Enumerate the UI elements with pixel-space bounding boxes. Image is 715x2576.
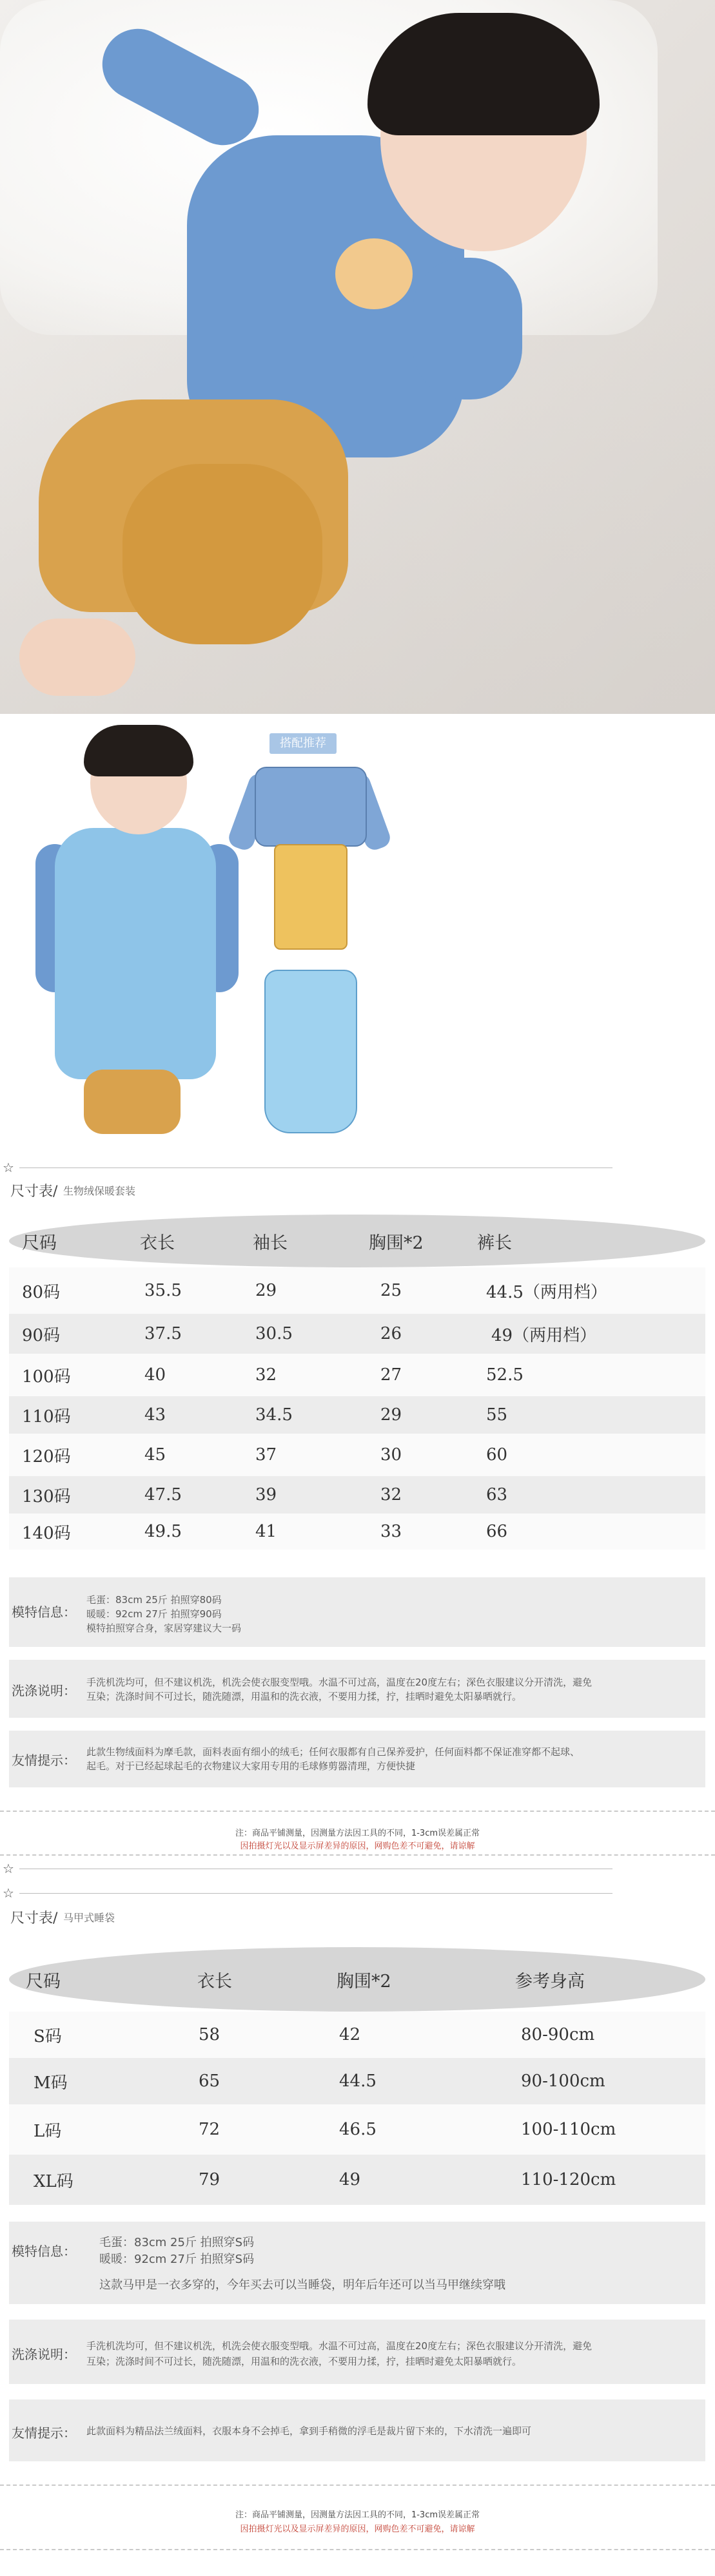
- model-vest: [55, 828, 216, 1079]
- table-row: [9, 1354, 705, 1396]
- table-row: [9, 1434, 705, 1476]
- table-row: [9, 1314, 705, 1354]
- table-cell: 140码: [22, 1523, 71, 1543]
- size-table-subtitle: 马甲式睡袋: [63, 1912, 115, 1924]
- wash-info-label: 洗涤说明：: [12, 1683, 76, 1698]
- tips-info-label: 友情提示：: [12, 1753, 76, 1768]
- table-cell: 29: [380, 1405, 402, 1425]
- table-row: [9, 2104, 705, 2155]
- section-divider: [19, 1893, 612, 1894]
- bear-badge-icon: [335, 238, 413, 309]
- table-cell: XL码: [34, 2171, 73, 2191]
- table-cell: 26: [380, 1324, 402, 1343]
- table-cell: 43: [144, 1405, 166, 1425]
- table-cell: 110-120cm: [521, 2170, 616, 2189]
- wash-info-line: 手洗机洗均可，但不建议机洗，机洗会使衣服变型哦。水温不可过高，温度在20度左右；深色衣服建议分开清洗，避免: [86, 1677, 593, 1688]
- table-cell: 30: [380, 1445, 402, 1465]
- model-info-block: [9, 1577, 705, 1647]
- header-cell: 袖长: [253, 1233, 288, 1253]
- model-info-label: 模特信息：: [12, 2244, 76, 2259]
- header-cell: 参考身高: [515, 1971, 585, 1992]
- table-row: [9, 1267, 705, 1314]
- dashed-divider: [0, 1854, 715, 1856]
- model-info-block: [9, 2222, 705, 2304]
- table-cell: 55: [486, 1405, 508, 1425]
- table-cell: 29: [255, 1281, 277, 1300]
- star-icon: ☆: [3, 1160, 14, 1175]
- star-icon: ☆: [3, 1861, 14, 1876]
- table-row: [9, 2058, 705, 2104]
- wash-info-block: [9, 1660, 705, 1718]
- table-cell: 33: [380, 1522, 402, 1541]
- star-icon: ☆: [3, 1885, 14, 1901]
- header-cell: 裤长: [477, 1233, 512, 1253]
- child-leg: [122, 464, 322, 644]
- header-cell: 衣长: [140, 1233, 175, 1253]
- table-cell: 39: [255, 1485, 277, 1504]
- table-cell: 37.5: [144, 1324, 182, 1343]
- table-cell: 100-110cm: [521, 2120, 616, 2139]
- model-info-line: 暖暖：92cm 27斤 拍照穿90码: [86, 1608, 222, 1620]
- size-table-title: 尺寸表/: [10, 1184, 58, 1200]
- table-cell: S码: [34, 2026, 62, 2046]
- wash-info-block: [9, 2320, 705, 2384]
- table-cell: 27: [380, 1365, 402, 1385]
- child-arm-right: [413, 258, 522, 399]
- table-cell: 80码: [22, 1282, 61, 1302]
- child-foot: [19, 619, 135, 696]
- table-cell: 65: [199, 2071, 220, 2091]
- table-cell: 47.5: [144, 1485, 182, 1504]
- header-cell: 胸围*2: [369, 1233, 424, 1253]
- color-note: 因拍摄灯光以及显示屏差异的原因，网购色差不可避免，请谅解: [240, 1841, 475, 1851]
- table-cell: 25: [380, 1281, 402, 1300]
- model-hair: [84, 725, 193, 776]
- table-cell: 90-100cm: [521, 2071, 605, 2091]
- model-info-line: 毛蛋：83cm 25斤 拍照穿S码: [99, 2236, 255, 2249]
- table-header-row: [9, 1947, 705, 2012]
- header-cell: 尺码: [26, 1971, 61, 1992]
- measure-note: 注：商品平铺测量，因测量方法因工具的不同，1-3cm误差属正常: [235, 2510, 480, 2520]
- table-cell: 30.5: [255, 1324, 293, 1343]
- table-cell: 32: [255, 1365, 277, 1385]
- table-cell: M码: [34, 2073, 68, 2093]
- table-cell: 49: [339, 2170, 361, 2189]
- table-cell: 42: [339, 2025, 361, 2044]
- table-cell: 49（两用档）: [491, 1325, 597, 1345]
- table-cell: 72: [199, 2120, 220, 2139]
- model-info-line: 这款马甲是一衣多穿的，今年买去可以当睡袋，明年后年还可以当马甲继续穿哦: [99, 2278, 505, 2292]
- size-table-1: [9, 1215, 705, 1550]
- table-cell: 58: [199, 2025, 220, 2044]
- tips-info-block: [9, 2399, 705, 2461]
- table-cell: 44.5: [339, 2071, 377, 2091]
- table-row: [9, 2155, 705, 2205]
- dashed-divider: [0, 2549, 715, 2550]
- header-cell: 胸围*2: [337, 1971, 391, 1992]
- hero-photo: [0, 0, 715, 714]
- table-cell: 49.5: [144, 1522, 182, 1541]
- tips-info-line: 此款生物绒面料为摩毛款，面料表面有细小的绒毛；任何衣服都有自己保养爱护，任何面料都不保证准穿都不起球、: [86, 1746, 580, 1758]
- table-cell: 60: [486, 1445, 508, 1465]
- model-info-line: 模特拍照穿合身，家居穿建议大一码: [86, 1622, 242, 1634]
- header-cell: 尺码: [22, 1233, 57, 1253]
- illustration-shirt: [255, 767, 367, 847]
- table-cell: 63: [486, 1485, 508, 1504]
- table-cell: 41: [255, 1522, 277, 1541]
- size-table-title: 尺寸表/: [10, 1910, 58, 1927]
- illustration-pants: [274, 844, 348, 950]
- table-cell: 52.5: [486, 1365, 524, 1385]
- table-cell: 44.5（两用档）: [486, 1282, 607, 1302]
- model-legs: [84, 1070, 181, 1134]
- table-cell: 35.5: [144, 1281, 182, 1300]
- table-cell: 34.5: [255, 1405, 293, 1425]
- size-table-2: [9, 1947, 705, 2191]
- illustration-vest: [264, 970, 357, 1133]
- model-info-line: 暖暖：92cm 27斤 拍照穿S码: [99, 2253, 255, 2266]
- table-cell: 110码: [22, 1407, 71, 1427]
- table-cell: L码: [34, 2121, 62, 2141]
- dashed-divider: [0, 1811, 715, 1812]
- table-cell: 40: [144, 1365, 166, 1385]
- table-cell: 80-90cm: [521, 2025, 595, 2044]
- model-info-label: 模特信息：: [12, 1604, 76, 1620]
- size-table-subtitle: 生物绒保暖套装: [63, 1185, 136, 1197]
- table-cell: 46.5: [339, 2120, 377, 2139]
- recommend-badge: 搭配推荐: [269, 733, 337, 754]
- table-cell: 37: [255, 1445, 277, 1465]
- table-header-row: [9, 1215, 705, 1267]
- table-row: [9, 1396, 705, 1434]
- table-cell: 120码: [22, 1447, 71, 1466]
- table-row: [9, 1476, 705, 1514]
- table-cell: 100码: [22, 1367, 71, 1387]
- wash-info-line: 互染；洗涤时间不可过长，随洗随漂，用温和的洗衣液，不要用力揉，拧，挂晒时避免太阳暴晒就行。: [86, 1691, 522, 1702]
- table-cell: 45: [144, 1445, 166, 1465]
- header-cell: 衣长: [197, 1971, 232, 1992]
- dashed-divider: [0, 2485, 715, 2486]
- tips-info-line: 起毛。对于已经起球起毛的衣物建议大家用专用的毛球修剪器清理，方便快捷: [86, 1760, 416, 1772]
- wash-info-label: 洗涤说明：: [12, 2347, 76, 2362]
- table-row: [9, 1514, 705, 1550]
- measure-note: 注：商品平铺测量，因测量方法因工具的不同，1-3cm误差属正常: [235, 1829, 480, 1838]
- table-cell: 79: [199, 2170, 220, 2189]
- table-cell: 66: [486, 1522, 508, 1541]
- wash-info-line: 手洗机洗均可，但不建议机洗，机洗会使衣服变型哦。水温不可过高，温度在20度左右；深色衣服建议分开清洗，避免: [86, 2340, 593, 2352]
- tips-info-block: [9, 1731, 705, 1787]
- color-note: 因拍摄灯光以及显示屏差异的原因，网购色差不可避免，请谅解: [240, 2524, 475, 2534]
- tips-info-label: 友情提示：: [12, 2425, 76, 2441]
- tips-info-line: 此款面料为精品法兰绒面料，衣服本身不会掉毛，拿到手稍微的浮毛是裁片留下来的，下水清洗一遍即可: [86, 2425, 532, 2437]
- table-cell: 32: [380, 1485, 402, 1504]
- table-cell: 130码: [22, 1486, 71, 1506]
- model-info-line: 毛蛋：83cm 25斤 拍照穿80码: [86, 1594, 222, 1606]
- table-cell: 90码: [22, 1325, 61, 1345]
- table-row: [9, 2012, 705, 2058]
- wash-info-line: 互染；洗涤时间不可过长，随洗随漂，用温和的洗衣液，不要用力揉，拧，挂晒时避免太阳暴晒就行。: [86, 2356, 522, 2367]
